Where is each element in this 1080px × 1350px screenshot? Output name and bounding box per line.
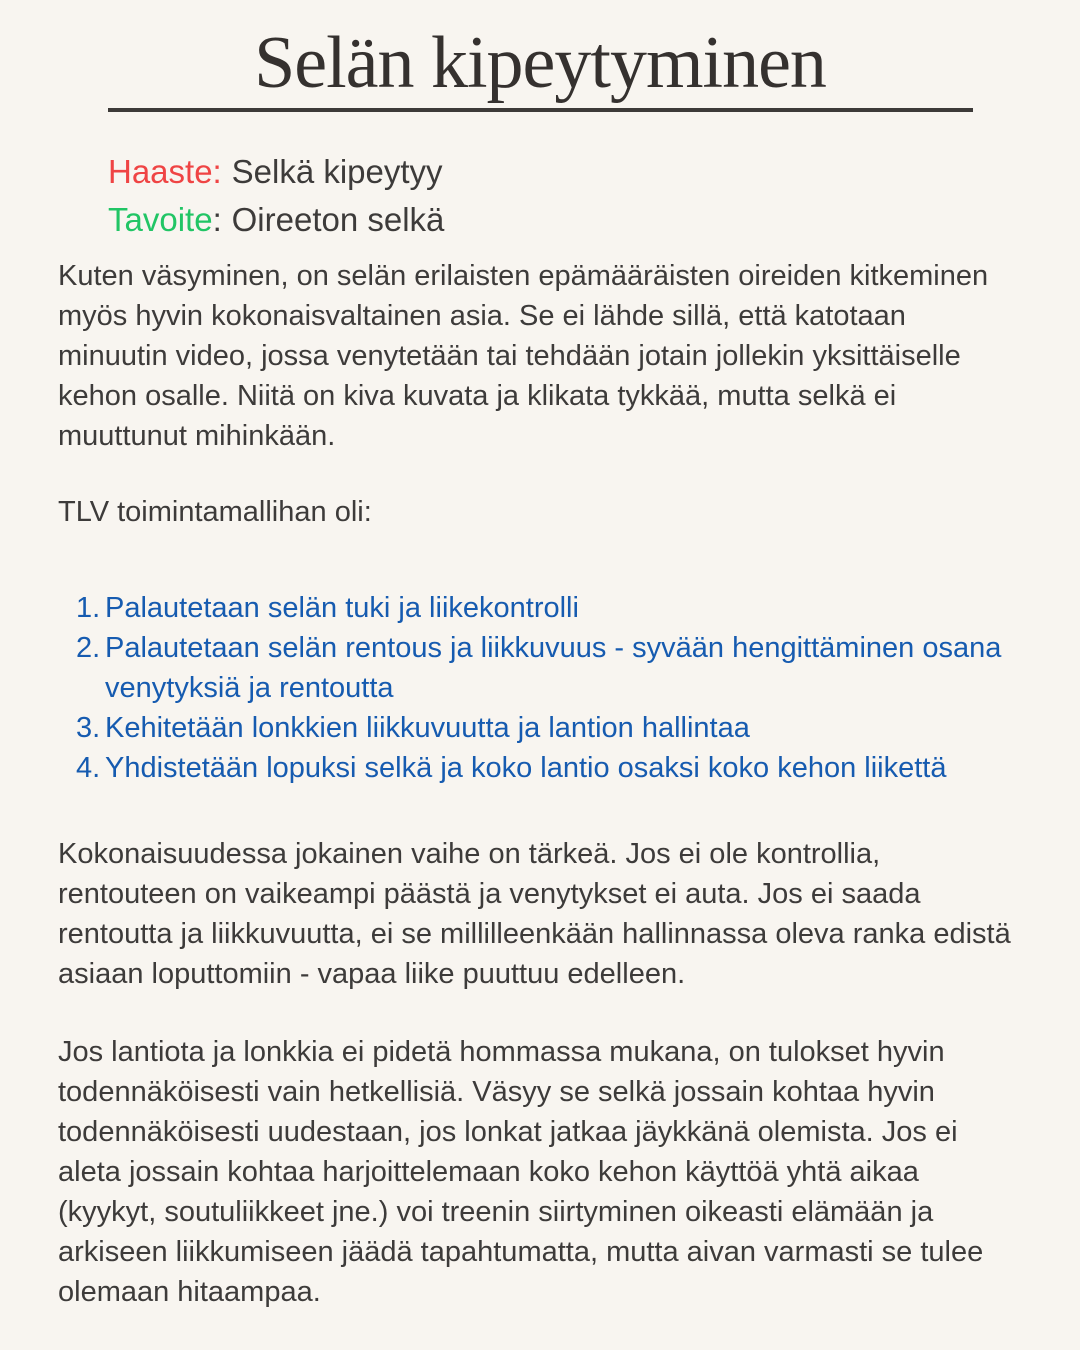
list-item xyxy=(76,748,1018,788)
list-item-number: 4. xyxy=(76,752,101,784)
list-item-number: 2. xyxy=(76,632,101,664)
challenge-goal-summary xyxy=(108,148,1080,244)
list-item-number: 3. xyxy=(76,712,101,744)
goal-label: Tavoite xyxy=(108,201,213,238)
list-item-text: Yhdistetään lopuksi selkä ja koko lantio osaksi koko kehon liikettä xyxy=(105,752,947,784)
action-list xyxy=(76,588,1018,788)
goal-line xyxy=(108,196,1080,244)
article-body xyxy=(0,256,1080,1312)
goal-separator: : xyxy=(212,201,222,238)
title-underline xyxy=(108,108,973,112)
list-item xyxy=(76,588,1018,628)
challenge-line xyxy=(108,148,1080,196)
list-item xyxy=(76,628,1018,708)
page-title: Selän kipeytyminen xyxy=(254,22,826,104)
paragraph-intro: Kuten väsyminen, on selän erilaisten epämääräisten oireiden kitkeminen myös hyvin kokonaisvaltainen asia. Se ei lähde sillä, että katotaan minuutin video, jossa venytetään tai tehdään jotain jollekin yksittäiselle kehon osalle. Niitä on kiva kuvata ja klikata tykkää, mutta selkä ei muuttunut mihinkään. xyxy=(58,260,989,452)
list-item-text: Palautetaan selän rentous ja liikkuvuus - syvään hengittäminen osana venytyksiä ja rentoutta xyxy=(105,632,1002,704)
list-item-text: Kehitetään lonkkien liikkuvuutta ja lantion hallintaa xyxy=(105,712,750,744)
challenge-label: Haaste: xyxy=(108,153,222,190)
list-item-number: 1. xyxy=(76,592,101,624)
list-item-text: Palautetaan selän tuki ja liikekontrolli xyxy=(105,592,579,624)
paragraph-importance: Kokonaisuudessa jokainen vaihe on tärkeä. Jos ei ole kontrollia, rentouteen on vaikeampi päästä ja venytykset ei auta. Jos ei saada rentoutta ja liikkuvuutta, ei se millilleenkään hallinnassa oleva ranka edistä asiaan loputtomiin - vapaa liike puuttuu edelleen. xyxy=(58,838,1011,990)
goal-value: Oireeton selkä xyxy=(231,201,445,238)
paragraph-conclusion: Jos lantiota ja lonkkia ei pidetä hommassa mukana, on tulokset hyvin todennäköisesti vain hetkellisiä. Väsyy se selkä jossain kohtaa hyvin todennäköisesti uudestaan, jos lonkat jatkaa jäykkänä olemista. Jos ei aleta jossain kohtaa harjoittelemaan koko kehon käyttöä yhtä aikaa (kyykyt, soutuliikkeet jne.) voi treenin siirtyminen oikeasti elämään ja arkiseen liikkumiseen jäädä tapahtumatta, mutta aivan varmasti se tulee olemaan hitaampaa. xyxy=(58,1036,984,1308)
list-intro: TLV toimintamallihan oli: xyxy=(58,496,372,528)
list-item xyxy=(76,708,1018,748)
challenge-value: Selkä kipeytyy xyxy=(231,153,443,190)
